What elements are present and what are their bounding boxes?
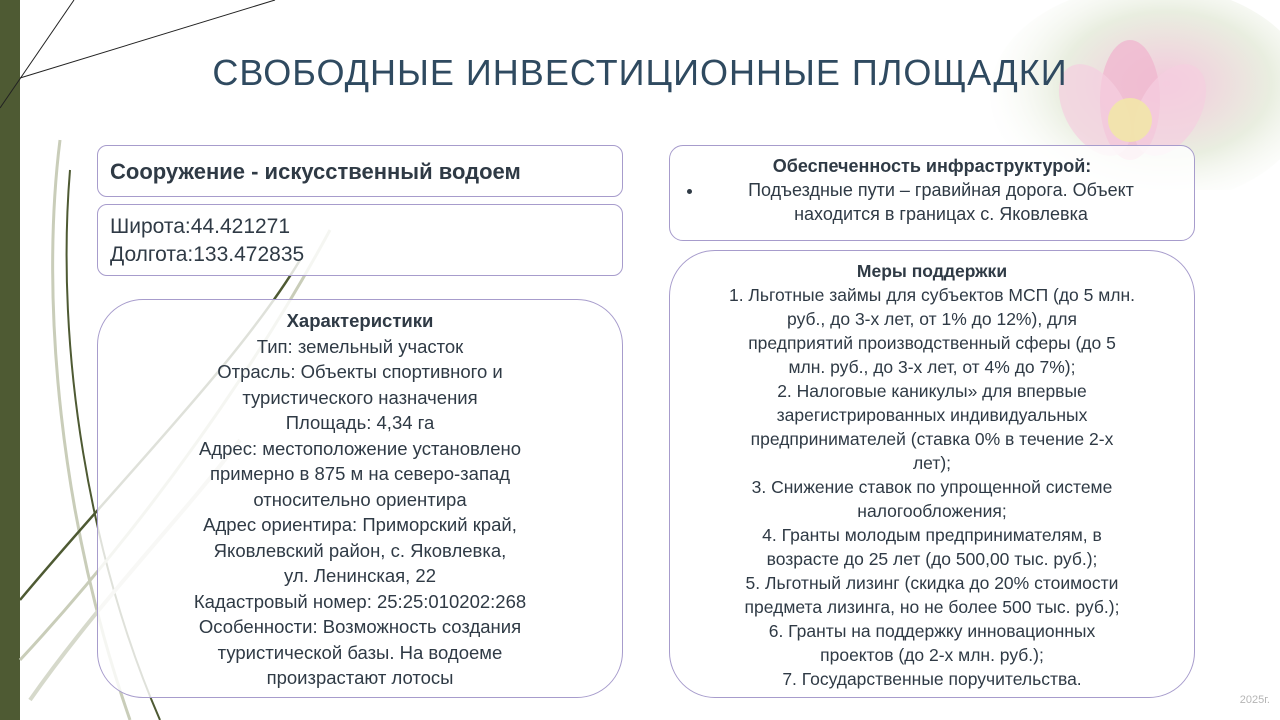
support-line: возрасте до 25 лет (до 500,00 тыс. руб.); xyxy=(766,549,1098,569)
char-line: Площадь: 4,34 га xyxy=(285,412,435,433)
char-line: Отрасль: Объекты спортивного и xyxy=(217,361,503,382)
support-line: проектов (до 2-х млн. руб.); xyxy=(820,645,1044,665)
char-line: туристической базы. На водоеме xyxy=(217,641,503,663)
page-title: СВОБОДНЫЕ ИНВЕСТИЦИОННЫЕ ПЛОЩАДКИ xyxy=(212,52,1068,93)
characteristics-box xyxy=(97,299,623,698)
char-line: примерно в 875 м на северо-запад xyxy=(209,463,511,484)
support-line: 3. Снижение ставок по упрощенной системе xyxy=(751,477,1113,497)
support-line: предприятий производственный сферы (до 5 xyxy=(748,333,1116,353)
infrastructure-list xyxy=(686,178,1178,226)
char-line: произрастают лотосы xyxy=(266,667,454,688)
char-line: Тип: земельный участок xyxy=(256,335,464,357)
support-line: предмета лизинга, но не более 500 тыс. руб.); xyxy=(744,597,1120,617)
structure-label: Сооружение - искусственный водоем xyxy=(110,159,521,184)
support-line: 6. Гранты на поддержку инновационных xyxy=(768,621,1096,641)
char-line: туристического назначения xyxy=(242,386,478,408)
support-line: 5. Льготный лизинг (скидка до 20% стоимости xyxy=(745,573,1119,593)
char-line: Особенности: Возможность создания xyxy=(198,616,522,637)
infrastructure-heading: Обеспеченность инфраструктурой: xyxy=(772,156,1092,176)
support-line: руб., до 3-х лет, от 1% до 12%), для xyxy=(787,309,1077,329)
latitude: Широта:44.421271 xyxy=(110,215,291,238)
char-line: относительно ориентира xyxy=(253,488,467,510)
year-label: 2025г. xyxy=(1239,694,1270,706)
char-line: ул. Ленинская, 22 xyxy=(283,565,437,586)
support-line: млн. руб., до 3-х лет, от 4% до 7%); xyxy=(788,357,1076,377)
char-line: Яковлевский район, с. Яковлевка, xyxy=(213,539,507,561)
char-line: Кадастровый номер: 25:25:010202:268 xyxy=(193,590,527,612)
char-line: Адрес ориентира: Приморский край, xyxy=(203,514,517,535)
support-line: предпринимателей (ставка 0% в течение 2-х xyxy=(750,429,1114,449)
support-box xyxy=(669,250,1195,698)
infrastructure-box xyxy=(669,145,1195,241)
longitude: Долгота:133.472835 xyxy=(110,243,305,266)
support-line: 7. Государственные поручительства. xyxy=(782,669,1082,689)
support-line: зарегистрированных индивидуальных xyxy=(776,405,1088,425)
characteristics-heading: Характеристики xyxy=(286,310,434,331)
support-line: 1. Льготные займы для субъектов МСП (до 5 млн. xyxy=(728,285,1136,305)
support-line: 2. Налоговые каникулы» для впервые xyxy=(777,381,1087,401)
char-line: Адрес: местоположение установлено xyxy=(198,437,522,459)
support-line: лет); xyxy=(912,453,952,473)
support-heading: Меры поддержки xyxy=(856,261,1008,281)
coordinates-box xyxy=(97,204,623,276)
support-line: налогообложения; xyxy=(857,501,1007,521)
infrastructure-item: • Подъездные пути – гравийная дорога. Объект находится в границах с. Яковлевка xyxy=(704,178,1178,226)
structure-box xyxy=(97,145,623,197)
support-line: 4. Гранты молодым предпринимателям, в xyxy=(762,525,1102,545)
